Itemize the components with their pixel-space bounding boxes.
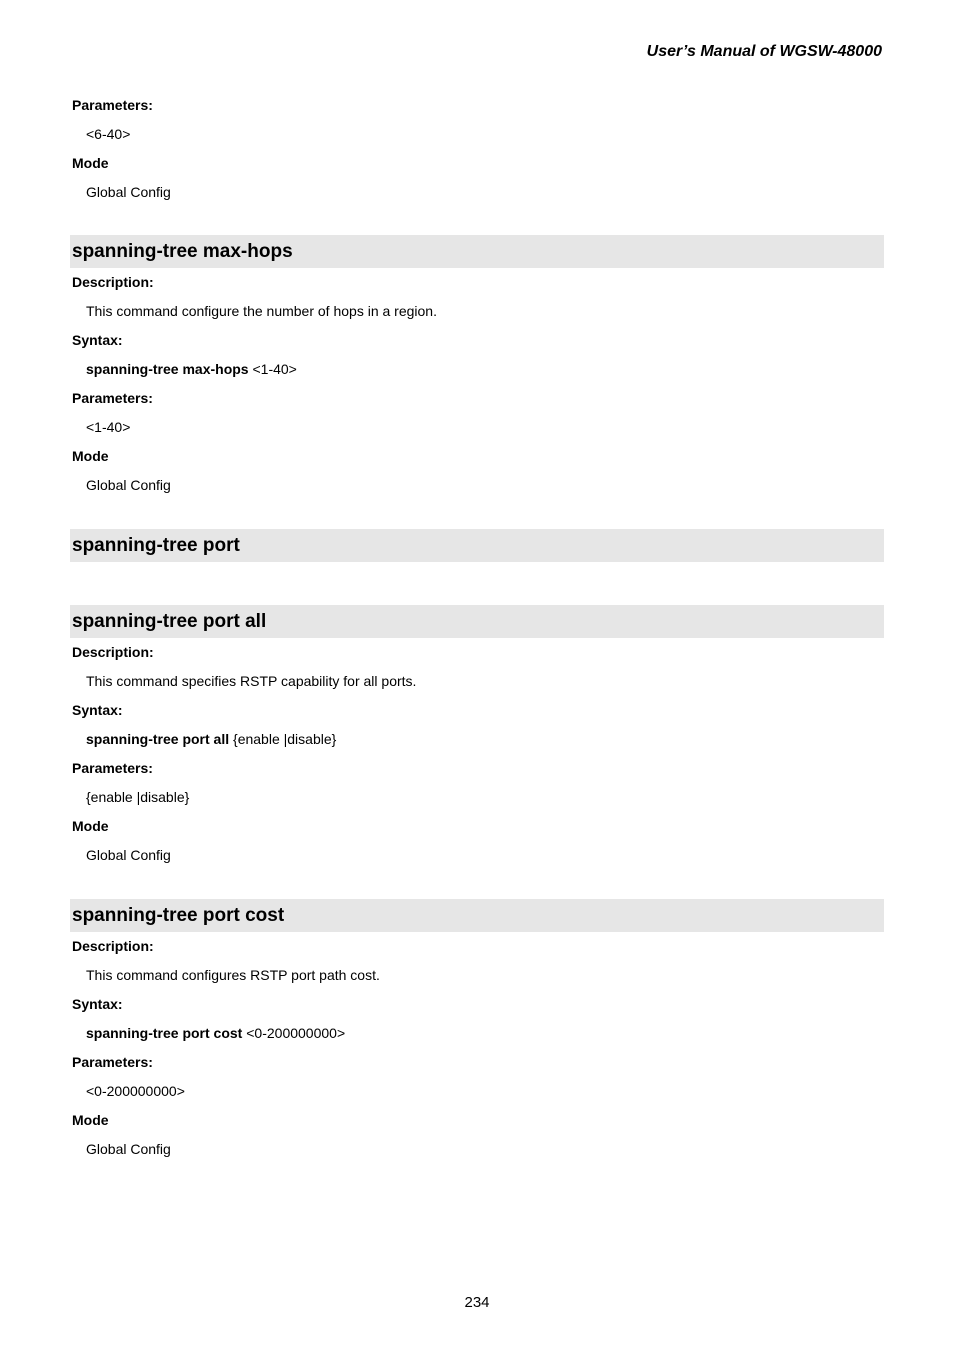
- mode-label: Mode: [72, 818, 109, 834]
- description-text: This command configure the number of hops in a region.: [86, 303, 437, 319]
- mode-value: Global Config: [86, 477, 171, 493]
- mode-label: Mode: [72, 1112, 109, 1128]
- mode-label: Mode: [72, 155, 109, 171]
- syntax-command: spanning-tree port cost: [86, 1025, 243, 1041]
- syntax-text: [86, 725, 884, 754]
- section-heading: spanning-tree port: [70, 529, 884, 562]
- parameters-value: <0-200000000>: [86, 1083, 185, 1099]
- description-text: This command configures RSTP port path cost.: [86, 967, 380, 983]
- syntax-arguments: {enable |disable}: [229, 731, 337, 747]
- page-number: 234: [464, 1294, 490, 1311]
- mode-label: Mode: [72, 448, 109, 464]
- parameters-label: Parameters:: [72, 760, 153, 776]
- section-heading: spanning-tree port cost: [70, 899, 884, 932]
- description-text: This command specifies RSTP capability for all ports.: [86, 673, 417, 689]
- parameters-label: Parameters:: [72, 390, 153, 406]
- syntax-label: Syntax:: [72, 332, 123, 348]
- section-port: [70, 529, 884, 562]
- mode-value: Global Config: [86, 1141, 171, 1157]
- syntax-label: Syntax:: [72, 996, 123, 1012]
- syntax-command: spanning-tree max-hops: [86, 361, 249, 377]
- mode-value: Global Config: [86, 847, 171, 863]
- description-label: Description:: [72, 644, 154, 660]
- syntax-text: [86, 1019, 884, 1048]
- manual-title: User’s Manual of WGSW-48000: [646, 43, 882, 60]
- parameters-value: <1-40>: [86, 419, 131, 435]
- page-content: [70, 91, 884, 1164]
- parameters-label: Parameters:: [72, 1054, 153, 1070]
- section-port-cost: [70, 899, 884, 1164]
- section-heading: spanning-tree max-hops: [70, 235, 884, 268]
- mode-value: Global Config: [86, 184, 171, 200]
- parameters-label: Parameters:: [72, 97, 153, 113]
- parameters-value: <6-40>: [86, 126, 131, 142]
- description-label: Description:: [72, 938, 154, 954]
- syntax-command: spanning-tree port all: [86, 731, 230, 747]
- syntax-arguments: <0-200000000>: [242, 1025, 346, 1041]
- section-max-hops: [70, 235, 884, 500]
- syntax-arguments: <1-40>: [248, 361, 297, 377]
- syntax-label: Syntax:: [72, 702, 123, 718]
- syntax-text: [86, 355, 884, 384]
- description-label: Description:: [72, 274, 154, 290]
- section-heading: spanning-tree port all: [70, 605, 884, 638]
- section-port-all: [70, 605, 884, 870]
- parameters-value: {enable |disable}: [86, 789, 190, 805]
